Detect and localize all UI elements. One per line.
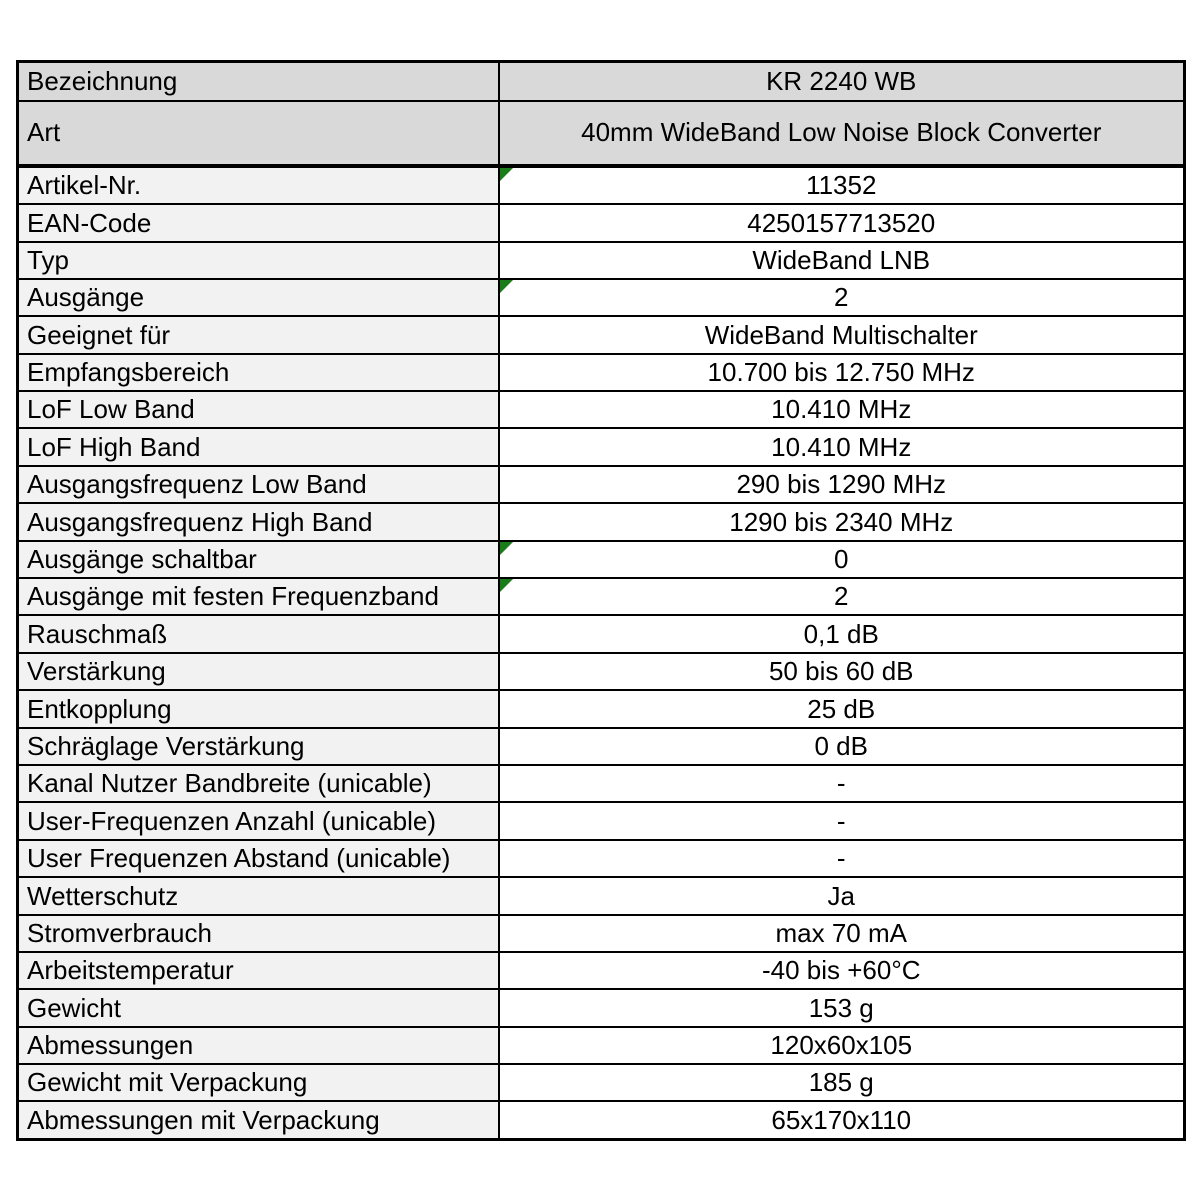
spec-value-cell[interactable] [499, 877, 1185, 914]
table-row [18, 728, 1185, 765]
spec-value-text: KR 2240 WB [766, 65, 917, 96]
spec-label-cell[interactable] [18, 316, 499, 353]
table-row [18, 101, 1185, 166]
spec-label-text: LoF Low Band [27, 394, 195, 425]
spec-label-cell[interactable] [18, 989, 499, 1026]
spec-label-cell[interactable] [18, 101, 499, 166]
table-row [18, 1101, 1185, 1139]
spec-label-cell[interactable] [18, 279, 499, 316]
spec-value-cell[interactable] [499, 952, 1185, 989]
spec-label-text: Ausgangsfrequenz Low Band [27, 469, 367, 500]
spec-value-text: 185 g [808, 1067, 874, 1098]
table-row [18, 204, 1185, 241]
spec-value-cell[interactable] [499, 802, 1185, 839]
number-stored-as-text-marker-icon [500, 579, 513, 592]
spec-label-cell[interactable] [18, 690, 499, 727]
spec-label-cell[interactable] [18, 653, 499, 690]
spec-label-cell[interactable] [18, 728, 499, 765]
spec-value-text: 50 bis 60 dB [768, 656, 914, 687]
spec-label-text: Abmessungen mit Verpackung [27, 1104, 380, 1135]
spec-label-cell[interactable] [18, 1027, 499, 1064]
table-row [18, 391, 1185, 428]
spec-label-cell[interactable] [18, 503, 499, 540]
table-row [18, 615, 1185, 652]
spec-value-cell[interactable] [499, 615, 1185, 652]
spec-label-cell[interactable] [18, 166, 499, 205]
spec-label-text: Gewicht mit Verpackung [27, 1067, 308, 1098]
spec-label-cell[interactable] [18, 578, 499, 615]
spec-value-cell[interactable] [499, 428, 1185, 465]
spec-label-text: Wetterschutz [27, 880, 179, 911]
spec-label-text: Ausgänge schaltbar [27, 544, 257, 575]
spec-label-cell[interactable] [18, 204, 499, 241]
table-row [18, 541, 1185, 578]
spec-label-text: LoF High Band [27, 431, 201, 462]
spec-label-cell[interactable] [18, 915, 499, 952]
spec-label-text: Bezeichnung [27, 65, 178, 96]
spec-value-text: 10.410 MHz [771, 431, 912, 462]
spec-label-cell[interactable] [18, 877, 499, 914]
table-row [18, 989, 1185, 1026]
spec-label-text: Rauschmaß [27, 618, 168, 649]
table-row [18, 653, 1185, 690]
spec-value-cell[interactable] [499, 1101, 1185, 1139]
spec-table-body [18, 62, 1185, 1140]
spec-value-cell[interactable] [499, 728, 1185, 765]
spec-value-cell[interactable] [499, 204, 1185, 241]
spec-label-cell[interactable] [18, 541, 499, 578]
spec-value-cell[interactable] [499, 1064, 1185, 1101]
spec-label-text: Geeignet für [27, 319, 171, 350]
spec-label-text: Typ [27, 244, 69, 275]
spec-label-cell[interactable] [18, 615, 499, 652]
table-row [18, 1027, 1185, 1064]
spec-label-cell[interactable] [18, 62, 499, 101]
spec-label-text: Artikel-Nr. [27, 170, 142, 200]
spec-label-text: Stromverbrauch [27, 917, 212, 948]
number-stored-as-text-marker-icon [500, 280, 513, 293]
spec-label-cell[interactable] [18, 802, 499, 839]
number-stored-as-text-marker-icon [500, 168, 513, 181]
table-row [18, 802, 1185, 839]
spec-value-text: 11352 [806, 170, 877, 200]
spec-value-text: 1290 bis 2340 MHz [729, 506, 954, 537]
table-row [18, 690, 1185, 727]
table-row [18, 166, 1185, 205]
spec-value-text: 120x60x105 [770, 1030, 913, 1061]
spec-value-cell[interactable] [499, 915, 1185, 952]
spec-value-text: Ja [827, 880, 855, 911]
spec-label-text: Arbeitstemperatur [27, 955, 234, 986]
spec-value-text: 4250157713520 [747, 207, 936, 238]
spec-label-text: Kanal Nutzer Bandbreite (unicable) [27, 768, 432, 799]
spec-value-text: 2 [834, 581, 849, 612]
number-stored-as-text-marker-icon [500, 542, 513, 555]
spec-label-text: Ausgänge [27, 282, 145, 313]
table-row [18, 765, 1185, 802]
spec-value-cell[interactable] [499, 316, 1185, 353]
spec-label-cell[interactable] [18, 840, 499, 877]
spec-value-text: 290 bis 1290 MHz [736, 469, 947, 500]
spec-label-text: Empfangsbereich [27, 357, 230, 388]
table-row [18, 952, 1185, 989]
spec-value-cell[interactable] [499, 989, 1185, 1026]
spec-value-cell[interactable] [499, 62, 1185, 101]
spec-label-cell[interactable] [18, 1064, 499, 1101]
spec-label-cell[interactable] [18, 354, 499, 391]
spec-label-cell[interactable] [18, 242, 499, 279]
spec-value-text: - [836, 843, 846, 874]
spec-label-cell[interactable] [18, 391, 499, 428]
spec-value-text: WideBand Multischalter [704, 319, 978, 350]
spec-value-text: 0 dB [814, 730, 868, 761]
spec-label-text: Entkopplung [27, 693, 172, 724]
table-row [18, 840, 1185, 877]
spec-value-cell[interactable] [499, 765, 1185, 802]
spec-label-text: Gewicht [27, 992, 121, 1023]
spec-value-cell[interactable] [499, 391, 1185, 428]
table-row [18, 316, 1185, 353]
table-row [18, 428, 1185, 465]
spec-label-text: Verstärkung [27, 656, 166, 687]
spec-value-text: 0,1 dB [803, 618, 879, 649]
spec-value-cell[interactable] [499, 101, 1185, 166]
spec-label-text: Art [27, 117, 61, 148]
spec-label-cell[interactable] [18, 1101, 499, 1139]
table-row [18, 1064, 1185, 1101]
spec-table [16, 60, 1186, 1141]
spec-value-text: 25 dB [807, 693, 876, 724]
spec-value-text: 2 [834, 282, 849, 313]
spec-label-text: Ausgänge mit festen Frequenzband [27, 581, 439, 612]
spec-value-cell[interactable] [499, 541, 1185, 578]
table-row [18, 578, 1185, 615]
spec-value-text: 65x170x110 [771, 1104, 912, 1135]
spec-label-text: User Frequenzen Abstand (unicable) [27, 843, 451, 874]
spec-label-text: Abmessungen [27, 1030, 194, 1061]
table-row [18, 466, 1185, 503]
table-row [18, 62, 1185, 101]
spec-label-text: User-Frequenzen Anzahl (unicable) [27, 805, 436, 836]
spec-value-cell[interactable] [499, 690, 1185, 727]
spec-value-cell[interactable] [499, 578, 1185, 615]
spec-value-cell[interactable] [499, 840, 1185, 877]
table-row [18, 503, 1185, 540]
spec-value-cell[interactable] [499, 166, 1185, 205]
spec-label-cell[interactable] [18, 428, 499, 465]
table-row [18, 877, 1185, 914]
spec-value-cell[interactable] [499, 466, 1185, 503]
spec-value-cell[interactable] [499, 653, 1185, 690]
spec-value-text: 10.410 MHz [771, 394, 912, 425]
spec-value-cell[interactable] [499, 279, 1185, 316]
spec-value-text: - [836, 805, 846, 836]
table-row [18, 915, 1185, 952]
spec-label-cell[interactable] [18, 952, 499, 989]
spec-value-text: 10.700 bis 12.750 MHz [707, 357, 975, 388]
table-row [18, 242, 1185, 279]
spec-value-cell[interactable] [499, 503, 1185, 540]
spec-label-text: Ausgangsfrequenz High Band [27, 506, 373, 537]
spec-value-cell[interactable] [499, 242, 1185, 279]
spec-value-cell[interactable] [499, 1027, 1185, 1064]
spec-value-text: max 70 mA [775, 917, 907, 948]
spec-value-text: 0 [834, 544, 849, 575]
spec-value-text: 40mm WideBand Low Noise Block Converter [581, 117, 1102, 148]
spec-label-cell[interactable] [18, 765, 499, 802]
spec-value-text: - [836, 768, 846, 799]
spec-value-text: -40 bis +60°C [761, 955, 921, 986]
spec-value-cell[interactable] [499, 354, 1185, 391]
spec-label-text: EAN-Code [27, 207, 152, 238]
spec-value-text: 153 g [808, 992, 874, 1023]
spec-value-text: WideBand LNB [752, 244, 931, 275]
spec-label-cell[interactable] [18, 466, 499, 503]
spec-label-text: Schräglage Verstärkung [27, 730, 305, 761]
table-row [18, 354, 1185, 391]
table-row [18, 279, 1185, 316]
